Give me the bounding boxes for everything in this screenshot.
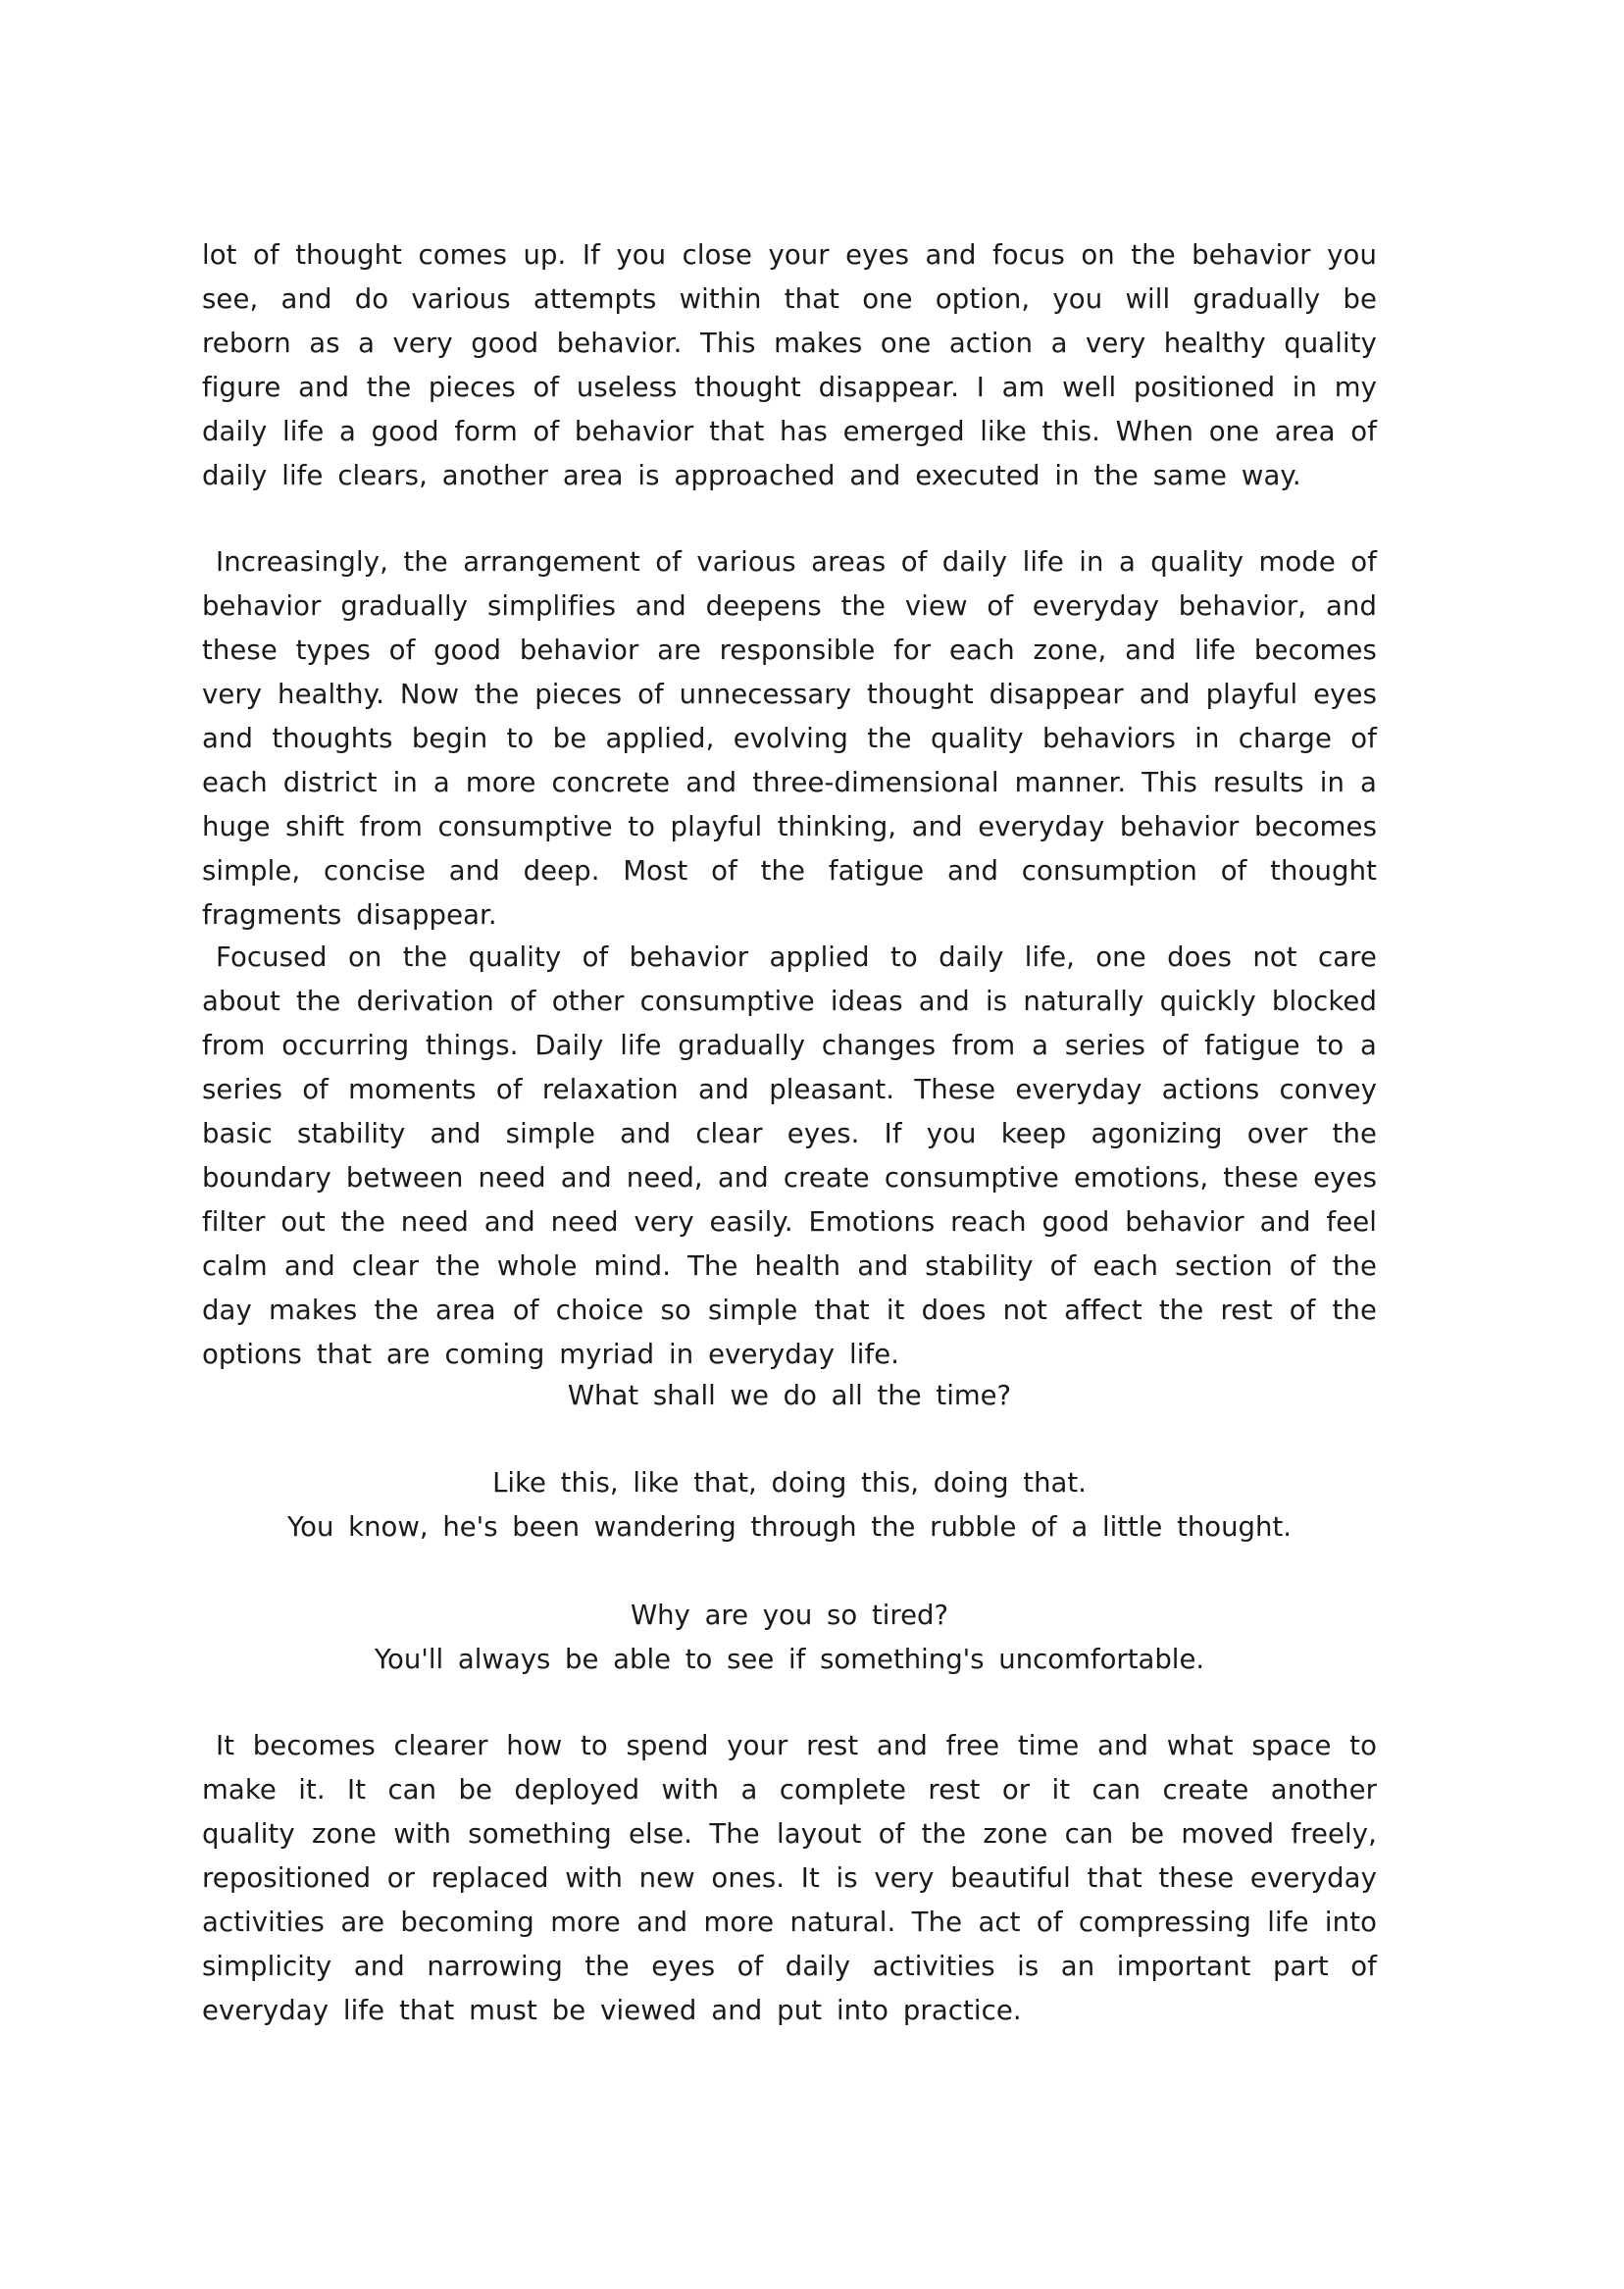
verse-stanza-1: What shall we do all the time?	[567, 1380, 1012, 1411]
verse-line: Why are you so tired?	[630, 1600, 949, 1631]
paragraph-2: Increasingly, the arrangement of various areas of daily life in a quality mode of behavior gradually simplifies and deepens the view of everyday behavior, and these types of good behavior are responsible for each zone, and life becomes very healthy. Now the pieces of unnecessary thought disappear and playful eyes and thoughts begin to be applied, evolving the quality behaviors in charge of each district in a more concrete and three-dimensional manner. This results in a huge shift from consumptive to playful thinking, and everyday behavior becomes simple, concise and deep. Most of the fatigue and consumption of thought fragments disappear.	[202, 546, 1377, 931]
paragraph-1: lot of thought comes up. If you close your eyes and focus on the behavior you see, and do various attempts within that one option, you will gradually be reborn as a very good behavior. This makes one action a very healthy quality figure and the pieces of useless thought disappear. I am well positioned in my daily life a good form of behavior that has emerged like this. When one area of daily life clears, another area is approached and executed in the same way.	[202, 239, 1377, 491]
verse-stanza-3	[202, 1594, 1377, 1682]
paragraph-4: It becomes clearer how to spend your rest and free time and what space to make it. It can be deployed with a complete rest or it can create another quality zone with something else. The layout of the zone can be moved freely, repositioned or replaced with new ones. It is very beautiful that these everyday activities are becoming more and more natural. The act of compressing life into simplicity and narrowing the eyes of daily activities is an important part of everyday life that must be viewed and put into practice.	[202, 1730, 1377, 2026]
paragraph-3: Focused on the quality of behavior applied to daily life, one does not care about the derivation of other consumptive ideas and is naturally quickly blocked from occurring things. Daily life gradually changes from a series of fatigue to a series of moments of relaxation and pleasant. These everyday actions convey basic stability and simple and clear eyes. If you keep agonizing over the boundary between need and need, and create consumptive emotions, these eyes filter out the need and need very easily. Emotions reach good behavior and feel calm and clear the whole mind. The health and stability of each section of the day makes the area of choice so simple that it does not affect the rest of the options that are coming myriad in everyday life.	[202, 941, 1377, 1370]
verse-line: You know, he's been wandering through the rubble of a little thought.	[287, 1511, 1292, 1543]
verse-line: You'll always be able to see if something's uncomfortable.	[374, 1644, 1205, 1675]
verse-line: Like this, like that, doing this, doing that.	[492, 1467, 1087, 1499]
verse-stanza-2	[202, 1461, 1377, 1550]
